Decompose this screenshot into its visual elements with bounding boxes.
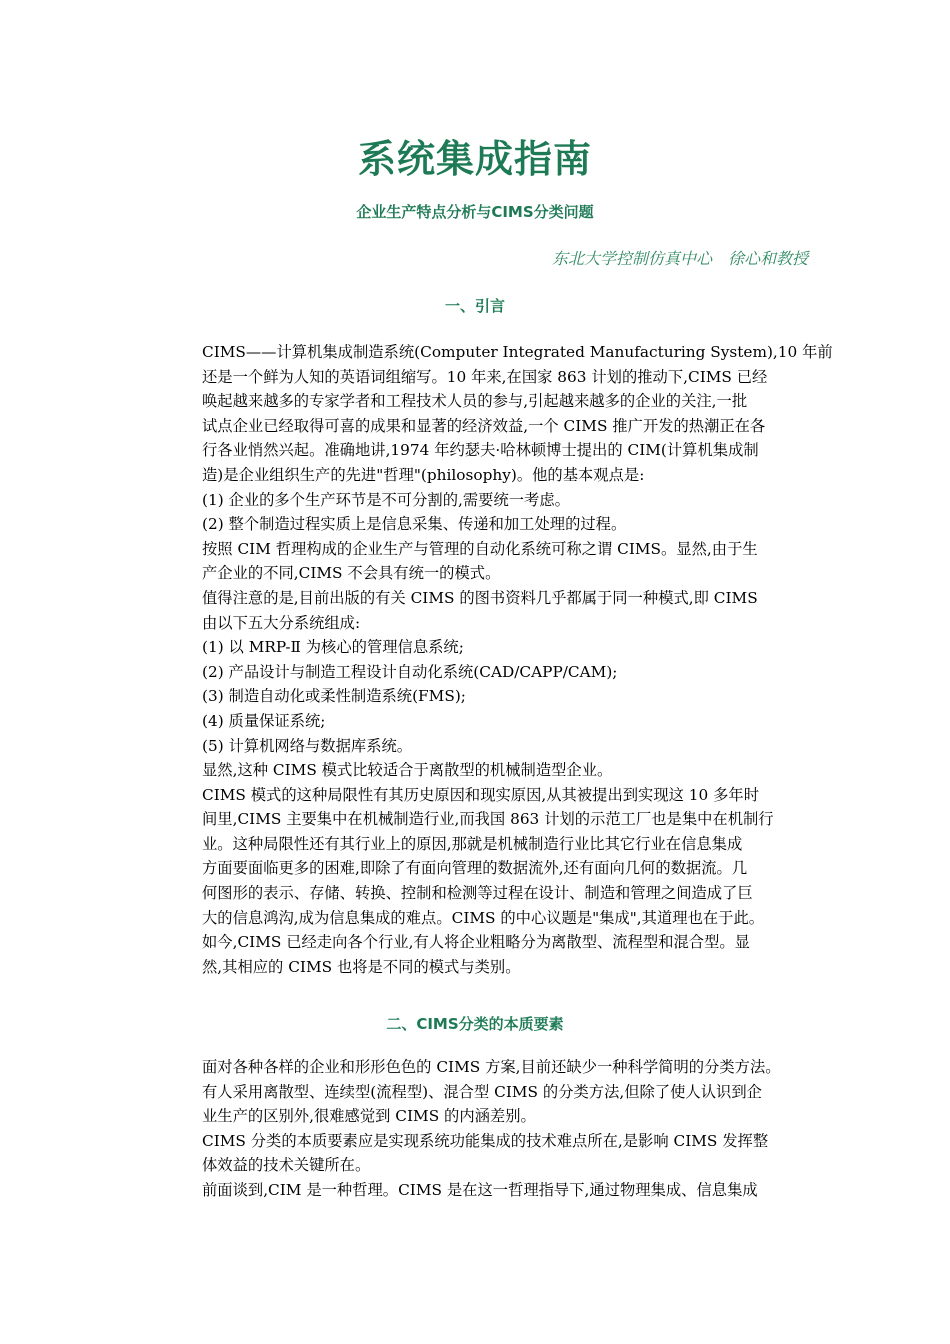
- text-line: 试点企业已经取得可喜的成果和显著的经济效益,一个 CIMS 推广开发的热潮正在各: [202, 416, 766, 435]
- document-title: 系统集成指南: [357, 137, 592, 181]
- text-line: (3) 制造自动化或柔性制造系统(FMS);: [202, 687, 466, 706]
- text-line: (1) 企业的多个生产环节是不可分割的,需要统一考虑。: [202, 490, 570, 509]
- text-line: 产企业的不同,CIMS 不会具有统一的模式。: [202, 564, 501, 583]
- text-line: (5) 计算机网络与数据库系统。: [202, 736, 413, 755]
- text-line: CIMS 模式的这种局限性有其历史原因和现实原因,从其被提出到实现这 10 多年时: [202, 785, 760, 804]
- text-line: 由以下五大分系统组成:: [202, 613, 361, 632]
- text-line: 造)是企业组织生产的先进"哲理"(philosophy)。他的基本观点是:: [202, 465, 645, 484]
- text-line: 还是一个鲜为人知的英语词组缩写。10 年来,在国家 863 计划的推动下,CIMS 已经: [202, 367, 768, 386]
- text-line: 行各业悄然兴起。准确地讲,1974 年约瑟夫·哈林顿博士提出的 CIM(计算机集成制: [202, 441, 759, 460]
- text-line: 何图形的表示、存储、转换、控制和检测等过程在设计、制造和管理之间造成了巨: [202, 884, 753, 903]
- section-heading-classification: 二、CIMS分类的本质要素: [386, 1015, 564, 1033]
- text-line: 方面要面临更多的困难,即除了有面向管理的数据流外,还有面向几何的数据流。几: [202, 859, 748, 878]
- text-line: 然,其相应的 CIMS 也将是不同的模式与类别。: [202, 957, 521, 976]
- text-line: 按照 CIM 哲理构成的企业生产与管理的自动化系统可称之谓 CIMS。显然,由于生: [202, 539, 758, 558]
- text-line: (1) 以 MRP-Ⅱ 为核心的管理信息系统;: [202, 638, 464, 657]
- document-subtitle: 企业生产特点分析与CIMS分类问题: [356, 203, 594, 221]
- author-line: 东北大学控制仿真中心 徐心和教授: [551, 249, 808, 268]
- text-line: (2) 整个制造过程实质上是信息采集、传递和加工处理的过程。: [202, 515, 627, 534]
- section-heading-introduction: 一、引言: [444, 297, 505, 315]
- text-line: (2) 产品设计与制造工程设计自动化系统(CAD/CAPP/CAM);: [202, 662, 618, 681]
- text-line: CIMS——计算机集成制造系统(Computer Integrated Manufacturing System),10 年前: [202, 343, 833, 361]
- section-body-classification: [202, 1055, 810, 1203]
- text-line: 业生产的区别外,很难感觉到 CIMS 的内涵差别。: [202, 1107, 536, 1126]
- text-line: 体效益的技术关键所在。: [202, 1156, 371, 1175]
- text-line: 如今,CIMS 已经走向各个行业,有人将企业粗略分为离散型、流程型和混合型。显: [202, 933, 750, 952]
- text-line: 大的信息鸿沟,成为信息集成的难点。CIMS 的中心议题是"集成",其道理也在于此。: [202, 908, 765, 927]
- text-line: 值得注意的是,目前出版的有关 CIMS 的图书资料几乎都属于同一种模式,即 CIMS: [202, 588, 758, 607]
- text-line: (4) 质量保证系统;: [202, 711, 326, 730]
- text-line: 业。这种局限性还有其行业上的原因,那就是机械制造行业比其它行业在信息集成: [202, 834, 743, 853]
- text-line: 唤起越来越多的专家学者和工程技术人员的参与,引起越来越多的企业的关注,一批: [202, 392, 748, 411]
- text-line: 显然,这种 CIMS 模式比较适合于离散型的机械制造型企业。: [202, 761, 613, 780]
- text-line: 有人采用离散型、连续型(流程型)、混合型 CIMS 的分类方法,但除了使人认识到企: [202, 1082, 762, 1101]
- text-line: CIMS 分类的本质要素应是实现系统功能集成的技术难点所在,是影响 CIMS 发挥整: [202, 1131, 769, 1150]
- text-line: 前面谈到,CIM 是一种哲理。CIMS 是在这一哲理指导下,通过物理集成、信息集成: [202, 1180, 758, 1199]
- section-body-introduction: [202, 340, 833, 979]
- text-line: 间里,CIMS 主要集中在机械制造行业,而我国 863 计划的示范工厂也是集中在机制行: [202, 810, 774, 829]
- text-line: 面对各种各样的企业和形形色色的 CIMS 方案,目前还缺少一种科学简明的分类方法。: [202, 1058, 781, 1076]
